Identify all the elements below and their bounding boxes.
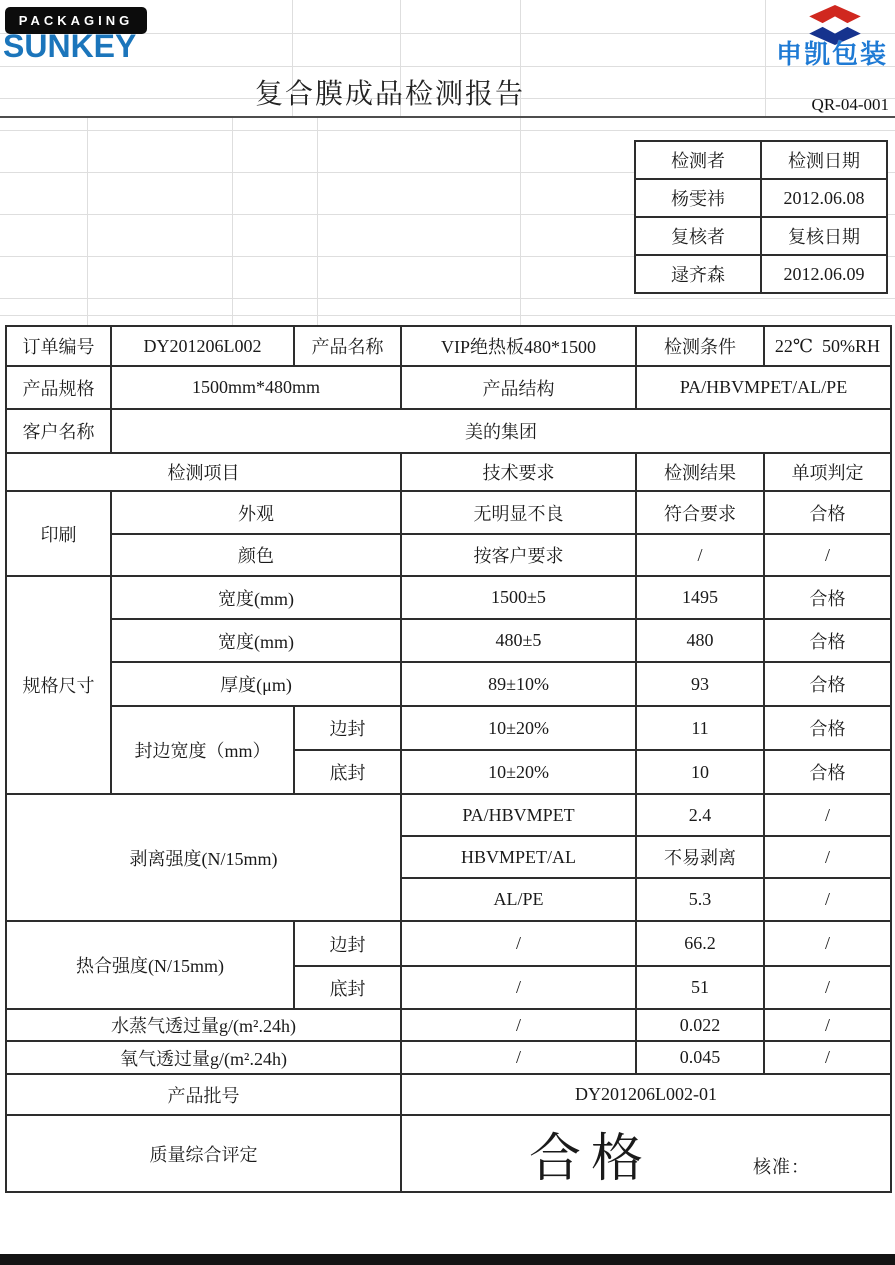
- result-side-seal: 11: [636, 706, 764, 750]
- judge-bottom-seal: 合格: [764, 750, 891, 794]
- judge-pa-hbvmpet: /: [764, 794, 891, 836]
- judge-thickness: 合格: [764, 662, 891, 706]
- layer-hbvmpet-al: HBVMPET/AL: [401, 836, 636, 878]
- result-appearance: 符合要求: [636, 491, 764, 534]
- reviewer-name: 逯齐森: [635, 255, 761, 293]
- req-width2: 480±5: [401, 619, 636, 662]
- req-side-seal: 10±20%: [401, 706, 636, 750]
- req-width1: 1500±5: [401, 576, 636, 619]
- table-header-row: [6, 453, 891, 491]
- result-color: /: [636, 534, 764, 576]
- judge-width2: 合格: [764, 619, 891, 662]
- title-divider: [0, 116, 895, 118]
- item-peel-strength: 剥离强度(N/15mm): [6, 794, 401, 921]
- req-appearance: 无明显不良: [401, 491, 636, 534]
- item-appearance: 外观: [111, 491, 401, 534]
- result-pa-hbvmpet: 2.4: [636, 794, 764, 836]
- product-structure-value: PA/HBVMPET/AL/PE: [636, 366, 891, 409]
- product-name-label: 产品名称: [294, 326, 401, 366]
- review-date-value: 2012.06.09: [761, 255, 887, 293]
- inspect-date-label: 检测日期: [761, 141, 887, 179]
- judge-side-seal: 合格: [764, 706, 891, 750]
- subitem-side-seal: 边封: [294, 706, 401, 750]
- result-width2: 480: [636, 619, 764, 662]
- req-thickness: 89±10%: [401, 662, 636, 706]
- layer-pa-hbvmpet: PA/HBVMPET: [401, 794, 636, 836]
- overall-rating-cell: [401, 1115, 891, 1192]
- overall-row: [6, 1115, 891, 1192]
- req-wvtr: /: [401, 1009, 636, 1041]
- product-spec-label: 产品规格: [6, 366, 111, 409]
- req-bottom-seal: 10±20%: [401, 750, 636, 794]
- subitem-bottom-seal: 底封: [294, 750, 401, 794]
- spec-info-row: [6, 366, 891, 409]
- req-otr: /: [401, 1041, 636, 1074]
- req-heat-bottom: /: [401, 966, 636, 1009]
- judge-color: /: [764, 534, 891, 576]
- batch-number-label: 产品批号: [6, 1074, 401, 1115]
- judge-wvtr: /: [764, 1009, 891, 1041]
- table-row: [6, 491, 891, 534]
- reviewer-label: 复核者: [635, 217, 761, 255]
- result-wvtr: 0.022: [636, 1009, 764, 1041]
- table-row: [6, 576, 891, 619]
- packaging-badge-label: PACKAGING: [18, 13, 134, 28]
- judge-appearance: 合格: [764, 491, 891, 534]
- subitem-heat-side: 边封: [294, 921, 401, 966]
- result-width1: 1495: [636, 576, 764, 619]
- table-row: [6, 619, 891, 662]
- review-row: [635, 179, 887, 217]
- subitem-heat-bottom: 底封: [294, 966, 401, 1009]
- layer-al-pe: AL/PE: [401, 878, 636, 921]
- form-code: QR-04-001: [811, 95, 889, 114]
- judge-al-pe: /: [764, 878, 891, 921]
- group-dimensions: 规格尺寸: [6, 576, 111, 794]
- inspector-name: 杨雯祎: [635, 179, 761, 217]
- header-result: 检测结果: [636, 453, 764, 491]
- batch-number-value: DY201206L002-01: [401, 1074, 891, 1115]
- test-condition-value: 22℃ 50%RH: [764, 326, 891, 366]
- req-heat-side: /: [401, 921, 636, 966]
- overall-rating-label: 质量综合评定: [6, 1115, 401, 1192]
- table-row: [6, 921, 891, 966]
- result-hbvmpet-al: 不易剥离: [636, 836, 764, 878]
- group-printing: 印刷: [6, 491, 111, 576]
- page-title: 复合膜成品检测报告: [254, 79, 525, 110]
- review-header-row: [635, 141, 887, 179]
- review-table: [634, 140, 888, 294]
- test-condition-label: 检测条件: [636, 326, 764, 366]
- product-spec-value: 1500mm*480mm: [111, 366, 401, 409]
- item-heat-seal-strength: 热合强度(N/15mm): [6, 921, 294, 1009]
- header-requirement: 技术要求: [401, 453, 636, 491]
- customer-value: 美的集团: [111, 409, 891, 453]
- product-structure-label: 产品结构: [401, 366, 636, 409]
- table-row: [6, 534, 891, 576]
- product-name-value: VIP绝热板480*1500: [401, 326, 636, 366]
- item-color: 颜色: [111, 534, 401, 576]
- shenkai-company-name: 申凯包装: [775, 39, 888, 69]
- header-item: 检测项目: [6, 453, 401, 491]
- item-thickness: 厚度(μm): [111, 662, 401, 706]
- bottom-scan-edge: [0, 1254, 895, 1265]
- inspect-date-value: 2012.06.08: [761, 179, 887, 217]
- header-judgement: 单项判定: [764, 453, 891, 491]
- customer-row: [6, 409, 891, 453]
- item-seal-width: 封边宽度（mm）: [111, 706, 294, 794]
- overall-rating-value: 合格: [528, 1131, 653, 1188]
- judge-heat-bottom: /: [764, 966, 891, 1009]
- judge-hbvmpet-al: /: [764, 836, 891, 878]
- review-header-row: [635, 217, 887, 255]
- table-row: [6, 794, 891, 836]
- batch-row: [6, 1074, 891, 1115]
- sunkey-logo-text: SUNKEY: [3, 28, 137, 64]
- review-date-label: 复核日期: [761, 217, 887, 255]
- inspector-label: 检测者: [635, 141, 761, 179]
- judge-otr: /: [764, 1041, 891, 1074]
- order-number-label: 订单编号: [6, 326, 111, 366]
- table-row: [6, 1009, 891, 1041]
- result-heat-bottom: 51: [636, 966, 764, 1009]
- inspection-report-table: [5, 325, 892, 1193]
- judge-heat-side: /: [764, 921, 891, 966]
- req-color: 按客户要求: [401, 534, 636, 576]
- table-row: [6, 1041, 891, 1074]
- result-otr: 0.045: [636, 1041, 764, 1074]
- table-row: [6, 706, 891, 750]
- result-heat-side: 66.2: [636, 921, 764, 966]
- item-otr: 氧气透过量g/(m².24h): [6, 1041, 401, 1074]
- table-row: [6, 662, 891, 706]
- item-width2: 宽度(mm): [111, 619, 401, 662]
- customer-label: 客户名称: [6, 409, 111, 453]
- result-thickness: 93: [636, 662, 764, 706]
- item-wvtr: 水蒸气透过量g/(m².24h): [6, 1009, 401, 1041]
- judge-width1: 合格: [764, 576, 891, 619]
- result-al-pe: 5.3: [636, 878, 764, 921]
- order-number-value: DY201206L002: [111, 326, 294, 366]
- result-bottom-seal: 10: [636, 750, 764, 794]
- item-width1: 宽度(mm): [111, 576, 401, 619]
- order-info-row: [6, 326, 891, 366]
- review-row: [635, 255, 887, 293]
- approve-label: 核准：: [753, 1157, 810, 1177]
